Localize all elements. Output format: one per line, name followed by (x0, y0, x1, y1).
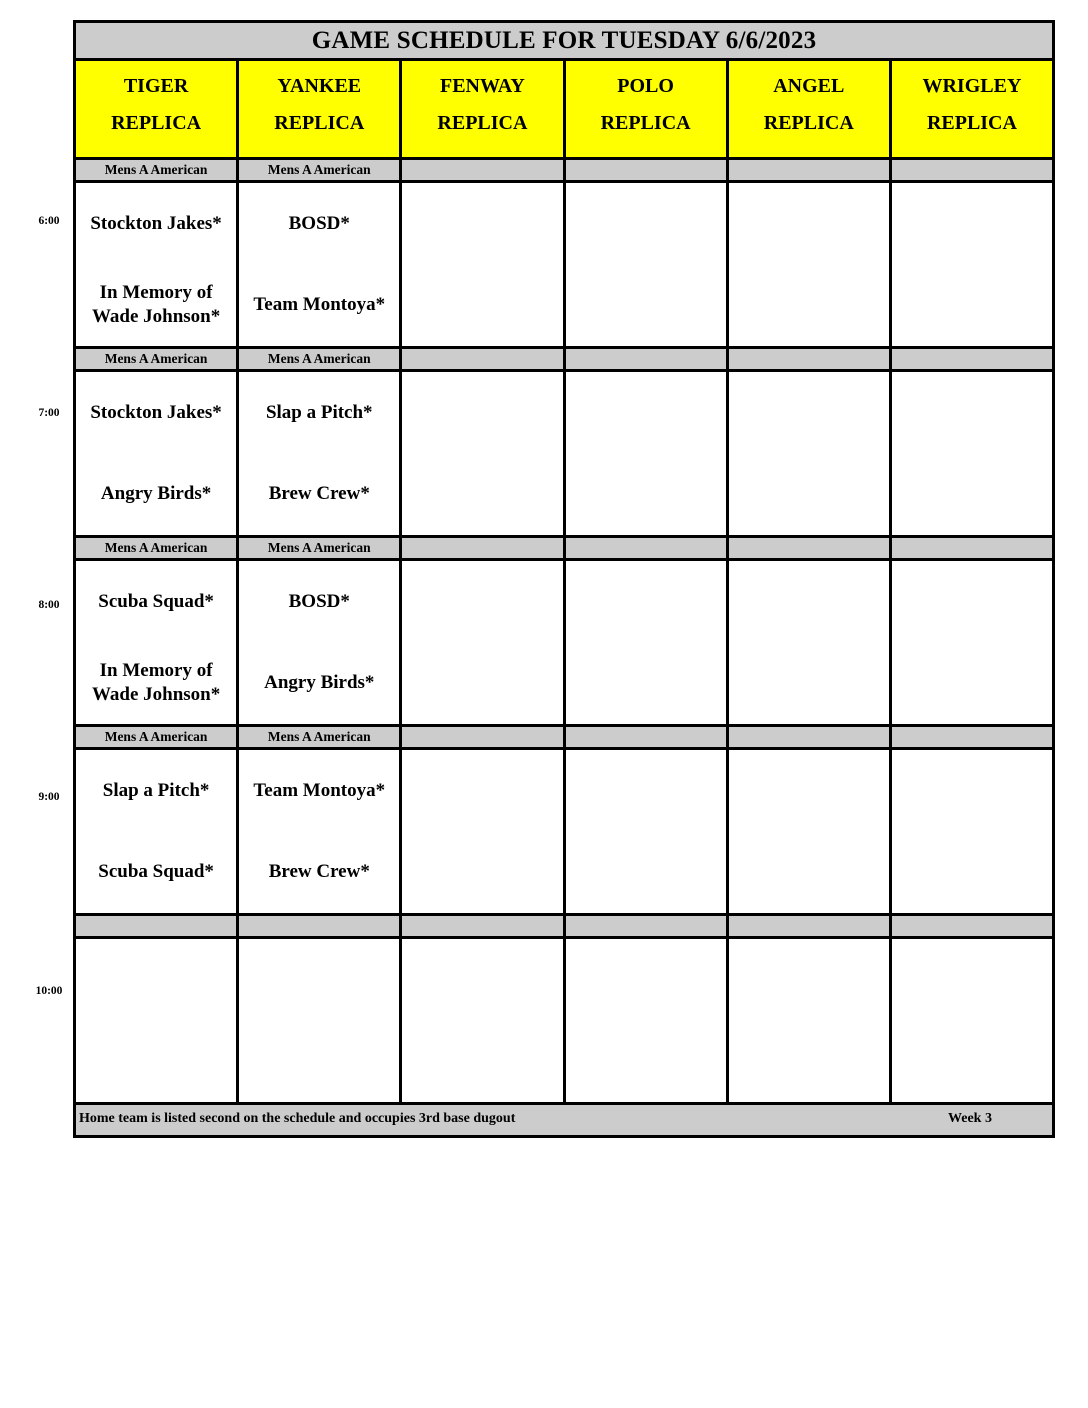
away-team (402, 183, 562, 265)
field-name: ANGEL (773, 75, 845, 97)
field-name: TIGER (123, 75, 189, 97)
home-team: Brew Crew* (268, 483, 370, 505)
field-type: REPLICA (437, 112, 528, 134)
away-team: Scuba Squad* (98, 590, 214, 612)
game-cell (892, 939, 1052, 1102)
division-label (729, 916, 892, 936)
time-label-slot-4: 9:00 (38, 791, 60, 803)
game-cell (566, 372, 729, 535)
game-cell (566, 750, 729, 913)
field-name: WRIGLEY (922, 75, 1022, 97)
field-header-row (76, 61, 1052, 160)
home-team-note: Home team is listed second on the schedule and occupies 3rd base dugout (79, 1111, 516, 1126)
game-row (76, 939, 1052, 1105)
home-team (76, 1021, 236, 1103)
game-cell (239, 183, 402, 346)
game-cell (402, 372, 565, 535)
home-team (566, 1021, 726, 1103)
away-team (729, 561, 889, 643)
game-row (76, 561, 1052, 727)
game-cell (729, 561, 892, 724)
division-row (76, 727, 1052, 750)
schedule-title: GAME SCHEDULE FOR TUESDAY 6/6/2023 (76, 23, 1052, 61)
division-row (76, 349, 1052, 372)
away-team (402, 939, 562, 1021)
field-type: REPLICA (111, 112, 202, 134)
home-team: In Memory of Wade Johnson* (91, 282, 221, 328)
division-row (76, 538, 1052, 561)
away-team (729, 939, 889, 1021)
home-team (729, 1021, 889, 1103)
game-cell (566, 183, 729, 346)
division-row (76, 916, 1052, 939)
game-cell (892, 750, 1052, 913)
field-header-tiger (76, 61, 239, 157)
game-cell (76, 561, 239, 724)
home-team (239, 1021, 399, 1103)
game-cell (729, 750, 892, 913)
division-label: Mens A American (239, 538, 402, 558)
away-team (892, 183, 1052, 265)
away-team (402, 372, 562, 454)
schedule-footer (76, 1105, 1052, 1135)
home-team (892, 1021, 1052, 1103)
home-team: In Memory of Wade Johnson* (91, 660, 221, 706)
game-cell (76, 183, 239, 346)
game-cell (892, 183, 1052, 346)
division-label: Mens A American (239, 349, 402, 369)
away-team: BOSD* (288, 212, 350, 234)
field-type: REPLICA (926, 112, 1017, 134)
division-label (892, 727, 1052, 747)
game-cell (566, 561, 729, 724)
field-type: REPLICA (274, 112, 365, 134)
time-label-slot-5: 10:00 (35, 985, 63, 997)
game-cell (402, 939, 565, 1102)
division-label: Mens A American (76, 727, 239, 747)
home-team: Angry Birds* (264, 672, 375, 694)
game-cell (729, 372, 892, 535)
away-team: Team Montoya* (253, 779, 386, 801)
game-cell (402, 183, 565, 346)
division-label (566, 727, 729, 747)
away-team (402, 561, 562, 643)
division-label (729, 349, 892, 369)
division-label (402, 727, 565, 747)
game-cell (76, 750, 239, 913)
game-cell (892, 561, 1052, 724)
division-label (729, 160, 892, 180)
home-team (729, 643, 889, 725)
game-row (76, 750, 1052, 916)
game-cell (239, 561, 402, 724)
division-label (402, 916, 565, 936)
game-cell (76, 372, 239, 535)
home-team (566, 832, 726, 914)
home-team (892, 454, 1052, 536)
game-cell (729, 183, 892, 346)
home-team: Team Montoya* (253, 294, 386, 316)
division-label (729, 727, 892, 747)
field-header-yankee (239, 61, 402, 157)
home-team (566, 265, 726, 347)
home-team: Angry Birds* (100, 483, 212, 505)
game-cell (239, 372, 402, 535)
division-label (402, 160, 565, 180)
home-team (402, 454, 562, 536)
home-team: Scuba Squad* (98, 861, 214, 883)
away-team (566, 372, 726, 454)
away-team (729, 183, 889, 265)
game-row (76, 183, 1052, 349)
home-team (402, 1021, 562, 1103)
game-cell (729, 939, 892, 1102)
division-label (566, 160, 729, 180)
division-label (729, 538, 892, 558)
division-label (566, 349, 729, 369)
field-name: POLO (617, 75, 674, 97)
away-team (566, 750, 726, 832)
division-label (892, 538, 1052, 558)
away-team (892, 372, 1052, 454)
game-cell (892, 372, 1052, 535)
time-label-slot-1: 6:00 (38, 215, 60, 227)
away-team: Stockton Jakes* (90, 401, 222, 423)
home-team (892, 265, 1052, 347)
field-type: REPLICA (600, 112, 691, 134)
time-label-slot-3: 8:00 (38, 599, 60, 611)
away-team (566, 561, 726, 643)
division-label (892, 349, 1052, 369)
game-cell (239, 750, 402, 913)
division-label: Mens A American (239, 727, 402, 747)
field-type: REPLICA (763, 112, 854, 134)
away-team (239, 939, 399, 1021)
away-team (729, 372, 889, 454)
home-team (566, 454, 726, 536)
game-cell (566, 939, 729, 1102)
away-team (892, 939, 1052, 1021)
game-cell (402, 750, 565, 913)
field-header-fenway (402, 61, 565, 157)
away-team: Slap a Pitch* (265, 401, 373, 423)
field-name: YANKEE (277, 75, 362, 97)
away-team: BOSD* (288, 590, 350, 612)
home-team (892, 832, 1052, 914)
game-cell (402, 561, 565, 724)
home-team: Brew Crew* (268, 861, 370, 883)
division-label (566, 538, 729, 558)
time-label-slot-2: 7:00 (38, 407, 60, 419)
division-label (566, 916, 729, 936)
division-label: Mens A American (76, 349, 239, 369)
home-team (402, 832, 562, 914)
home-team (892, 643, 1052, 725)
away-team (892, 750, 1052, 832)
away-team (402, 750, 562, 832)
away-team: Stockton Jakes* (90, 212, 222, 234)
field-name: FENWAY (440, 75, 525, 97)
game-cell (239, 939, 402, 1102)
home-team (729, 454, 889, 536)
home-team (402, 265, 562, 347)
field-header-angel (729, 61, 892, 157)
division-label: Mens A American (76, 538, 239, 558)
division-label (239, 916, 402, 936)
home-team (729, 832, 889, 914)
schedule-table (73, 20, 1055, 1138)
away-team: Slap a Pitch* (102, 779, 210, 801)
week-label: Week 3 (948, 1111, 992, 1126)
away-team (566, 183, 726, 265)
division-label (76, 916, 239, 936)
field-header-wrigley (892, 61, 1052, 157)
division-row (76, 160, 1052, 183)
division-label: Mens A American (239, 160, 402, 180)
home-team (566, 643, 726, 725)
game-cell (76, 939, 239, 1102)
division-label: Mens A American (76, 160, 239, 180)
away-team (729, 750, 889, 832)
away-team (76, 939, 236, 1021)
division-label (402, 349, 565, 369)
home-team (402, 643, 562, 725)
division-label (402, 538, 565, 558)
division-label (892, 916, 1052, 936)
away-team (892, 561, 1052, 643)
away-team (566, 939, 726, 1021)
game-row (76, 372, 1052, 538)
field-header-polo (566, 61, 729, 157)
home-team (729, 265, 889, 347)
division-label (892, 160, 1052, 180)
